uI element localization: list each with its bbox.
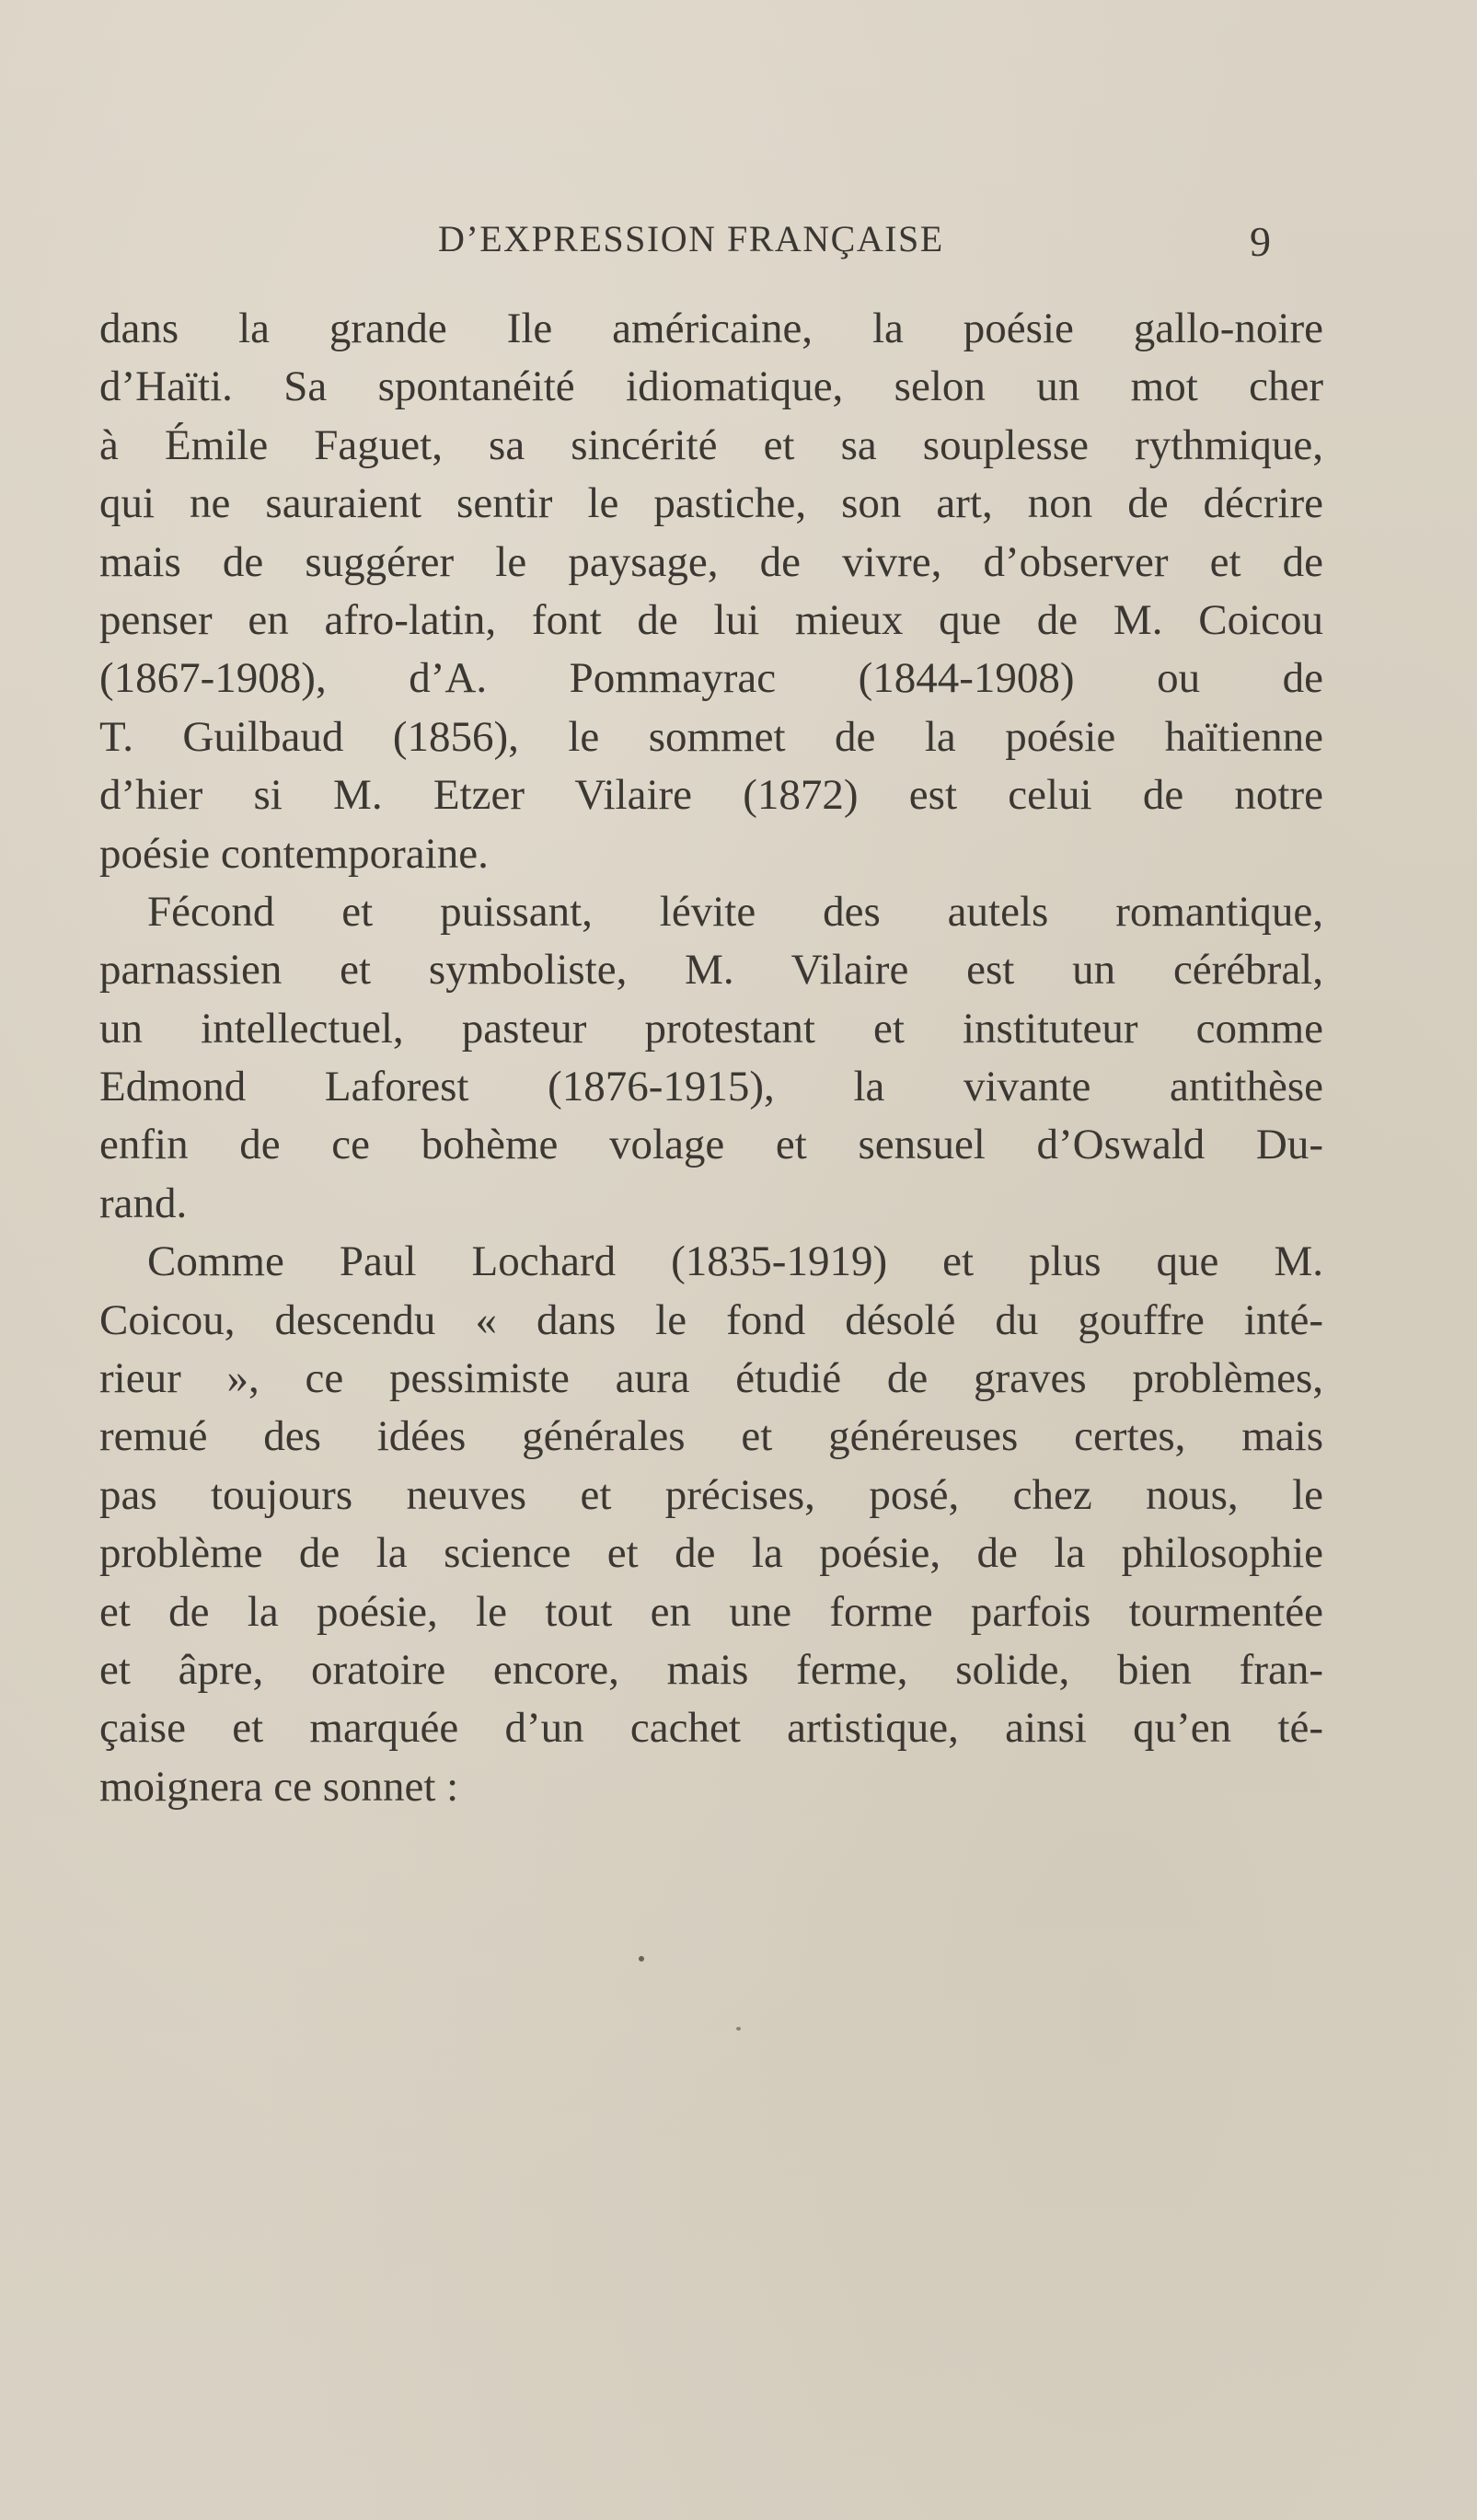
text-line: et âpre, oratoire encore, mais ferme, solide, bien fran- xyxy=(99,1645,1323,1694)
paper-speck xyxy=(639,1956,644,1962)
text-line: (1867-1908), d’A. Pommayrac (1844-1908) ou de xyxy=(99,654,1323,703)
text-line: çaise et marquée d’un cachet artistique, ainsi qu’en té- xyxy=(99,1704,1323,1753)
text-line: à Émile Faguet, sa sincérité et sa souplesse rythmique, xyxy=(99,420,1323,469)
text-line: T. Guilbaud (1856), le sommet de la poésie haïtienne xyxy=(99,712,1323,761)
text-line: mais de suggérer le paysage, de vivre, d’observer et de xyxy=(99,537,1323,586)
text-line: dans la grande Ile américaine, la poésie gallo-noire xyxy=(99,305,1323,352)
text-line: Fécond et puissant, lévite des autels romantique, xyxy=(147,887,1323,936)
running-title: D’EXPRESSION FRANÇAISE xyxy=(438,218,944,259)
text-line: rieur », ce pessimiste aura étudié de graves problèmes, xyxy=(99,1354,1323,1403)
text-line: Coicou, descendu « dans le fond désolé du gouffre inté- xyxy=(99,1295,1323,1344)
text-line: et de la poésie, le tout en une forme parfois tourmentée xyxy=(99,1587,1323,1636)
running-head xyxy=(0,212,1477,267)
text-line: Edmond Laforest (1876-1915), la vivante antithèse xyxy=(99,1063,1323,1111)
text-line: parnassien et symboliste, M. Vilaire est un cérébral, xyxy=(99,946,1323,995)
text-line: problème de la science et de la poésie, de la philosophie xyxy=(99,1529,1323,1578)
text-line: rand. xyxy=(99,1179,188,1227)
text-line: un intellectuel, pasteur protestant et instituteur comme xyxy=(99,1004,1323,1053)
body-text xyxy=(99,300,1323,1816)
text-line: enfin de ce bohème volage et sensuel d’Oswald Du- xyxy=(99,1121,1323,1169)
text-line: pas toujours neuves et précises, posé, chez nous, le xyxy=(99,1470,1323,1519)
text-line: d’Haïti. Sa spontanéité idiomatique, selon un mot cher xyxy=(99,362,1323,411)
text-line: Comme Paul Lochard (1835-1919) et plus que M. xyxy=(147,1237,1323,1286)
text-line: remué des idées générales et généreuses certes, mais xyxy=(99,1412,1323,1461)
text-line: moignera ce sonnet : xyxy=(99,1762,459,1811)
text-line: poésie contemporaine. xyxy=(99,829,489,878)
text-line: qui ne sauraient sentir le pastiche, son art, non de décrire xyxy=(99,479,1323,528)
page-number: 9 xyxy=(1250,218,1271,265)
text-line: penser en afro-latin, font de lui mieux que de M. Coicou xyxy=(99,595,1323,644)
text-line: d’hier si M. Etzer Vilaire (1872) est celui de notre xyxy=(99,771,1323,820)
paper-speck xyxy=(736,2027,741,2031)
